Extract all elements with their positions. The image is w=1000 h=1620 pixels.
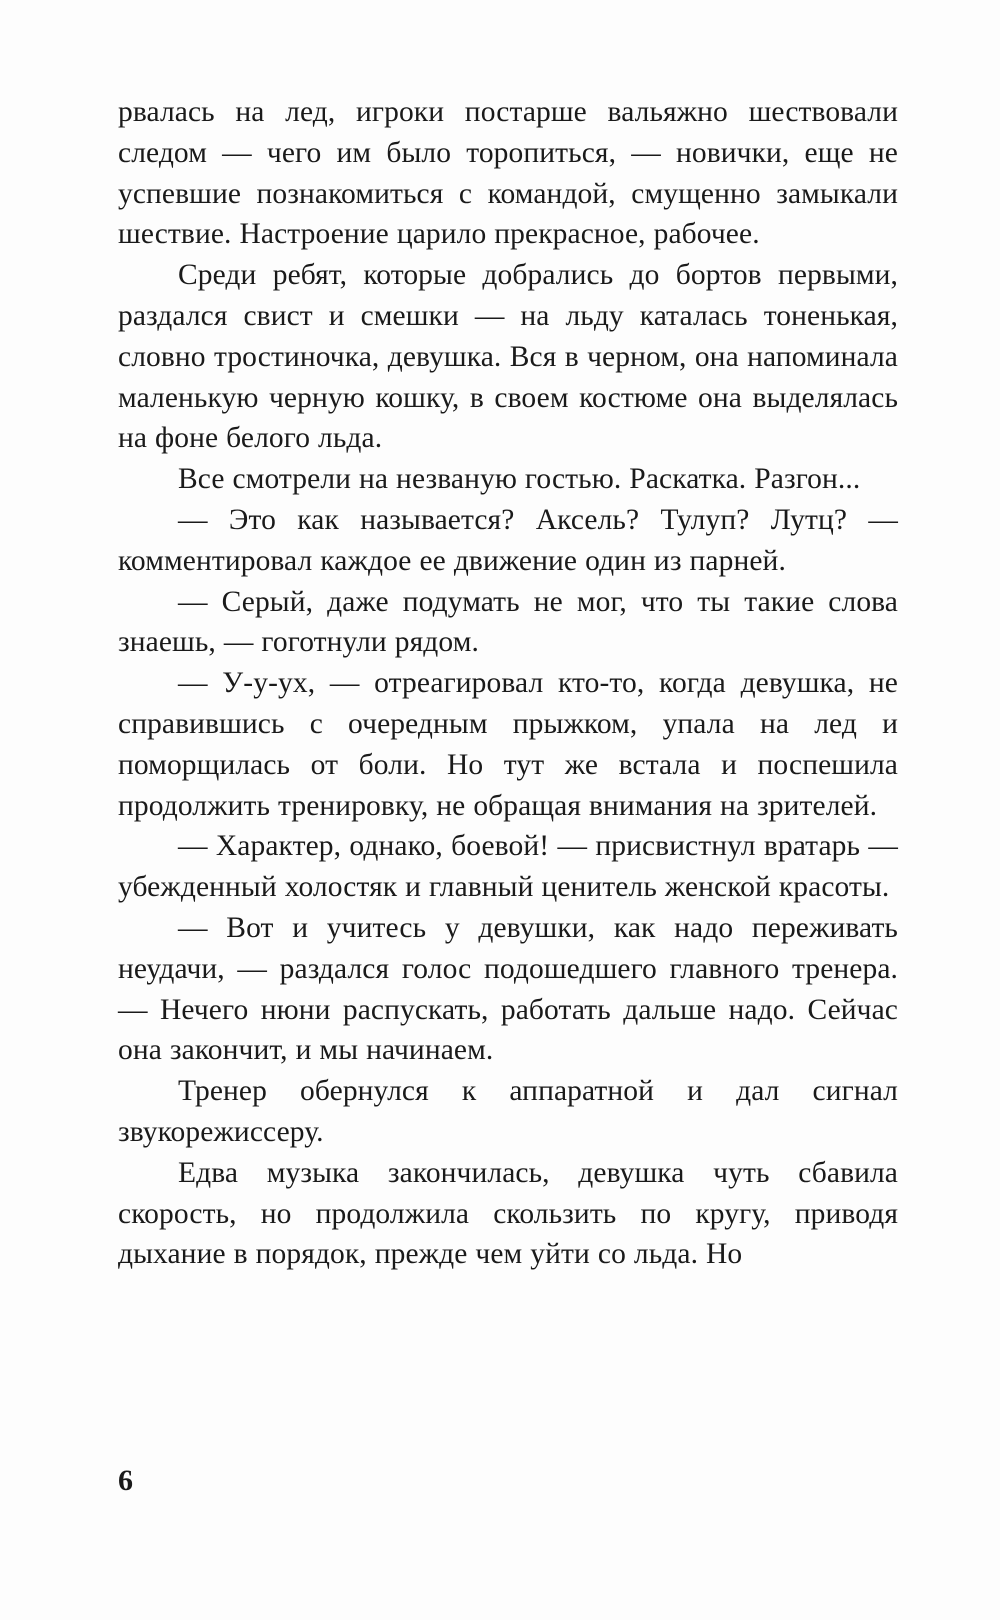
paragraph: Тренер обернулся к аппаратной и дал сигнал звукорежиссеру. [118, 1075, 898, 1148]
dialogue-paragraph: — Это как называется? Аксель? Тулуп? Лутц? — комментировал каждое ее движение один из парней. [118, 503, 898, 577]
dialogue-paragraph: — У-у-ух, — отреагировал кто-то, когда девушка, не справившись с очередным прыжком, упала на лед и поморщилась от боли. Но тут же встала и поспешила продолжить тренировку, не обращая внимания на зрителей. [118, 667, 898, 822]
paragraph-continuation: рвалась на лед, игроки постарше вальяжно шествовали следом — чего им было торопиться, — новички, еще не успевшие познакомиться с командой, смущенно замыкали шествие. Настроение царило прекрасное, рабочее. [118, 96, 898, 251]
paragraph: Среди ребят, которые добрались до бортов первыми, раздался свист и смешки — на льду каталась тоненькая, словно тростиночка, девушка. Вся в черном, она напоминала маленькую черную кошку, в своем костюме она выделялась на фоне белого льда. [118, 259, 898, 455]
dialogue-paragraph: — Вот и учитесь у девушки, как надо переживать неудачи, — раздался голос подошедшего главного тренера. — Нечего нюни распускать, работать дальше надо. Сейчас она закончит, и мы начинаем. [118, 911, 898, 1067]
paragraph: Едва музыка закончилась, девушка чуть сбавила скорость, но продолжила скользить по кругу, приводя дыхание в порядок, прежде чем уйти со льда. Но [118, 1156, 898, 1271]
paragraph: Все смотрели на незваную гостью. Раскатка. Разгон... [178, 463, 861, 496]
dialogue-paragraph: — Характер, однако, боевой! — присвистнул вратарь — убежденный холостяк и главный ценитель женской красоты. [118, 830, 898, 904]
body-text [118, 92, 898, 1275]
page-number: 6 [118, 1464, 133, 1497]
dialogue-paragraph: — Серый, даже подумать не мог, что ты такие слова знаешь, — гоготнули рядом. [118, 585, 898, 659]
